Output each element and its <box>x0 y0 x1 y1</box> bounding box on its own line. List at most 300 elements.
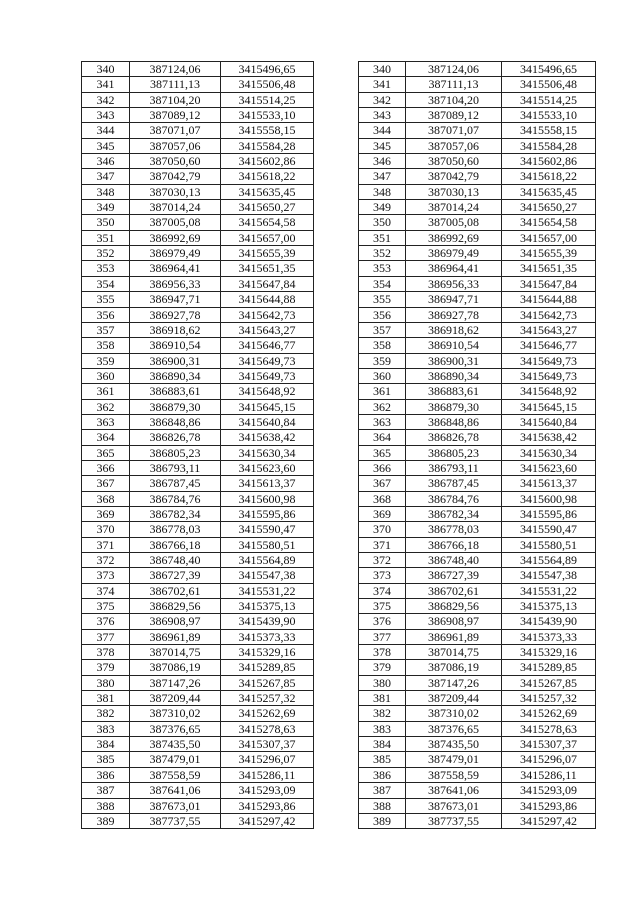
x-coordinate-cell: 387641,06 <box>130 783 221 798</box>
point-number-cell: 368 <box>359 491 406 506</box>
y-coordinate-cell: 3415496,65 <box>221 62 314 77</box>
table-row <box>82 783 314 798</box>
y-coordinate-cell: 3415642,73 <box>221 307 314 322</box>
table-row <box>359 798 596 813</box>
y-coordinate-cell: 3415595,86 <box>221 506 314 521</box>
point-number-cell: 352 <box>359 246 406 261</box>
x-coordinate-cell: 387089,12 <box>406 108 502 123</box>
table-row <box>359 737 596 752</box>
y-coordinate-cell: 3415644,88 <box>221 292 314 307</box>
y-coordinate-cell: 3415289,85 <box>502 660 596 675</box>
point-number-cell: 382 <box>359 706 406 721</box>
table-row <box>82 460 314 475</box>
table-row <box>359 307 596 322</box>
y-coordinate-cell: 3415630,34 <box>221 445 314 460</box>
table-row <box>82 138 314 153</box>
x-coordinate-cell: 386879,30 <box>406 399 502 414</box>
y-coordinate-cell: 3415296,07 <box>221 752 314 767</box>
point-number-cell: 365 <box>359 445 406 460</box>
x-coordinate-cell: 387086,19 <box>130 660 221 675</box>
y-coordinate-cell: 3415643,27 <box>502 322 596 337</box>
table-row <box>359 614 596 629</box>
table-row <box>359 706 596 721</box>
point-number-cell: 345 <box>359 138 406 153</box>
x-coordinate-cell: 386784,76 <box>130 491 221 506</box>
point-number-cell: 364 <box>82 430 130 445</box>
table-row <box>359 752 596 767</box>
coordinates-table-left-body <box>82 62 314 829</box>
table-row <box>82 645 314 660</box>
y-coordinate-cell: 3415635,45 <box>221 184 314 199</box>
y-coordinate-cell: 3415262,69 <box>221 706 314 721</box>
x-coordinate-cell: 387310,02 <box>406 706 502 721</box>
table-row <box>82 660 314 675</box>
point-number-cell: 347 <box>82 169 130 184</box>
point-number-cell: 373 <box>359 568 406 583</box>
x-coordinate-cell: 387124,06 <box>130 62 221 77</box>
point-number-cell: 388 <box>82 798 130 813</box>
table-row <box>82 292 314 307</box>
table-row <box>82 246 314 261</box>
x-coordinate-cell: 386826,78 <box>130 430 221 445</box>
point-number-cell: 377 <box>359 629 406 644</box>
x-coordinate-cell: 386900,31 <box>130 353 221 368</box>
y-coordinate-cell: 3415297,42 <box>221 813 314 828</box>
table-row <box>82 92 314 107</box>
table-row <box>359 460 596 475</box>
point-number-cell: 346 <box>359 154 406 169</box>
y-coordinate-cell: 3415257,32 <box>221 691 314 706</box>
point-number-cell: 340 <box>82 62 130 77</box>
table-row <box>82 798 314 813</box>
point-number-cell: 361 <box>82 384 130 399</box>
x-coordinate-cell: 387050,60 <box>406 154 502 169</box>
table-row <box>359 783 596 798</box>
x-coordinate-cell: 386927,78 <box>130 307 221 322</box>
point-number-cell: 363 <box>82 414 130 429</box>
point-number-cell: 380 <box>359 675 406 690</box>
x-coordinate-cell: 387147,26 <box>406 675 502 690</box>
point-number-cell: 389 <box>82 813 130 828</box>
y-coordinate-cell: 3415590,47 <box>502 522 596 537</box>
table-row <box>359 261 596 276</box>
point-number-cell: 382 <box>82 706 130 721</box>
x-coordinate-cell: 387376,65 <box>406 721 502 736</box>
point-number-cell: 354 <box>82 276 130 291</box>
table-row <box>82 399 314 414</box>
table-row <box>82 384 314 399</box>
table-row <box>82 338 314 353</box>
point-number-cell: 383 <box>359 721 406 736</box>
table-row <box>359 491 596 506</box>
y-coordinate-cell: 3415657,00 <box>502 230 596 245</box>
y-coordinate-cell: 3415638,42 <box>502 430 596 445</box>
table-row <box>359 200 596 215</box>
point-number-cell: 361 <box>359 384 406 399</box>
table-row <box>82 476 314 491</box>
table-row <box>359 292 596 307</box>
point-number-cell: 372 <box>359 553 406 568</box>
y-coordinate-cell: 3415514,25 <box>221 92 314 107</box>
y-coordinate-cell: 3415630,34 <box>502 445 596 460</box>
x-coordinate-cell: 386910,54 <box>130 338 221 353</box>
y-coordinate-cell: 3415613,37 <box>221 476 314 491</box>
point-number-cell: 353 <box>82 261 130 276</box>
x-coordinate-cell: 386883,61 <box>130 384 221 399</box>
point-number-cell: 375 <box>82 599 130 614</box>
y-coordinate-cell: 3415650,27 <box>221 200 314 215</box>
point-number-cell: 374 <box>359 583 406 598</box>
x-coordinate-cell: 386910,54 <box>406 338 502 353</box>
table-row <box>82 353 314 368</box>
table-row <box>82 62 314 77</box>
table-row <box>82 721 314 736</box>
x-coordinate-cell: 386964,41 <box>406 261 502 276</box>
table-row <box>359 553 596 568</box>
x-coordinate-cell: 386908,97 <box>406 614 502 629</box>
point-number-cell: 357 <box>359 322 406 337</box>
x-coordinate-cell: 387014,24 <box>406 200 502 215</box>
table-row <box>82 414 314 429</box>
y-coordinate-cell: 3415257,32 <box>502 691 596 706</box>
x-coordinate-cell: 386787,45 <box>130 476 221 491</box>
point-number-cell: 381 <box>359 691 406 706</box>
x-coordinate-cell: 386793,11 <box>130 460 221 475</box>
x-coordinate-cell: 387558,59 <box>130 767 221 782</box>
point-number-cell: 351 <box>82 230 130 245</box>
coordinates-table-left <box>81 61 314 829</box>
table-row <box>359 184 596 199</box>
table-row <box>359 414 596 429</box>
y-coordinate-cell: 3415642,73 <box>502 307 596 322</box>
point-number-cell: 370 <box>359 522 406 537</box>
point-number-cell: 371 <box>359 537 406 552</box>
y-coordinate-cell: 3415547,38 <box>221 568 314 583</box>
table-row <box>82 568 314 583</box>
x-coordinate-cell: 386927,78 <box>406 307 502 322</box>
x-coordinate-cell: 387673,01 <box>406 798 502 813</box>
x-coordinate-cell: 387042,79 <box>406 169 502 184</box>
table-row <box>82 767 314 782</box>
y-coordinate-cell: 3415373,33 <box>502 629 596 644</box>
y-coordinate-cell: 3415533,10 <box>221 108 314 123</box>
coordinates-table-right-body <box>359 62 596 829</box>
x-coordinate-cell: 387030,13 <box>406 184 502 199</box>
y-coordinate-cell: 3415439,90 <box>502 614 596 629</box>
table-row <box>359 62 596 77</box>
point-number-cell: 386 <box>359 767 406 782</box>
table-row <box>82 614 314 629</box>
table-row <box>359 322 596 337</box>
table-row <box>359 154 596 169</box>
table-row <box>359 399 596 414</box>
y-coordinate-cell: 3415649,73 <box>221 368 314 383</box>
x-coordinate-cell: 386979,49 <box>130 246 221 261</box>
point-number-cell: 378 <box>82 645 130 660</box>
y-coordinate-cell: 3415547,38 <box>502 568 596 583</box>
point-number-cell: 381 <box>82 691 130 706</box>
x-coordinate-cell: 386778,03 <box>406 522 502 537</box>
point-number-cell: 377 <box>82 629 130 644</box>
point-number-cell: 367 <box>359 476 406 491</box>
x-coordinate-cell: 386784,76 <box>406 491 502 506</box>
point-number-cell: 384 <box>359 737 406 752</box>
y-coordinate-cell: 3415375,13 <box>502 599 596 614</box>
table-row <box>359 691 596 706</box>
point-number-cell: 359 <box>359 353 406 368</box>
point-number-cell: 358 <box>82 338 130 353</box>
point-number-cell: 358 <box>359 338 406 353</box>
y-coordinate-cell: 3415645,15 <box>221 399 314 414</box>
table-row <box>359 108 596 123</box>
point-number-cell: 387 <box>82 783 130 798</box>
y-coordinate-cell: 3415644,88 <box>502 292 596 307</box>
x-coordinate-cell: 386766,18 <box>406 537 502 552</box>
x-coordinate-cell: 386793,11 <box>406 460 502 475</box>
table-row <box>82 261 314 276</box>
y-coordinate-cell: 3415650,27 <box>502 200 596 215</box>
y-coordinate-cell: 3415496,65 <box>502 62 596 77</box>
x-coordinate-cell: 387641,06 <box>406 783 502 798</box>
y-coordinate-cell: 3415646,77 <box>502 338 596 353</box>
point-number-cell: 346 <box>82 154 130 169</box>
x-coordinate-cell: 386947,71 <box>406 292 502 307</box>
y-coordinate-cell: 3415635,45 <box>502 184 596 199</box>
point-number-cell: 369 <box>359 506 406 521</box>
point-number-cell: 343 <box>359 108 406 123</box>
y-coordinate-cell: 3415649,73 <box>502 368 596 383</box>
x-coordinate-cell: 386829,56 <box>406 599 502 614</box>
y-coordinate-cell: 3415262,69 <box>502 706 596 721</box>
x-coordinate-cell: 387042,79 <box>130 169 221 184</box>
table-row <box>359 522 596 537</box>
y-coordinate-cell: 3415286,11 <box>502 767 596 782</box>
point-number-cell: 363 <box>359 414 406 429</box>
y-coordinate-cell: 3415506,48 <box>221 77 314 92</box>
table-row <box>82 215 314 230</box>
x-coordinate-cell: 387005,08 <box>130 215 221 230</box>
table-row <box>82 77 314 92</box>
point-number-cell: 350 <box>82 215 130 230</box>
table-row <box>359 138 596 153</box>
table-row <box>359 430 596 445</box>
y-coordinate-cell: 3415329,16 <box>221 645 314 660</box>
point-number-cell: 351 <box>359 230 406 245</box>
y-coordinate-cell: 3415590,47 <box>221 522 314 537</box>
x-coordinate-cell: 386961,89 <box>130 629 221 644</box>
y-coordinate-cell: 3415648,92 <box>221 384 314 399</box>
point-number-cell: 342 <box>82 92 130 107</box>
x-coordinate-cell: 387057,06 <box>406 138 502 153</box>
table-row <box>82 752 314 767</box>
y-coordinate-cell: 3415600,98 <box>502 491 596 506</box>
point-number-cell: 371 <box>82 537 130 552</box>
table-row <box>359 445 596 460</box>
y-coordinate-cell: 3415289,85 <box>221 660 314 675</box>
table-row <box>82 737 314 752</box>
table-row <box>82 583 314 598</box>
table-row <box>359 353 596 368</box>
x-coordinate-cell: 387089,12 <box>130 108 221 123</box>
point-number-cell: 385 <box>82 752 130 767</box>
x-coordinate-cell: 387014,24 <box>130 200 221 215</box>
table-row <box>359 767 596 782</box>
y-coordinate-cell: 3415514,25 <box>502 92 596 107</box>
y-coordinate-cell: 3415293,86 <box>502 798 596 813</box>
x-coordinate-cell: 387435,50 <box>406 737 502 752</box>
x-coordinate-cell: 386748,40 <box>406 553 502 568</box>
y-coordinate-cell: 3415564,89 <box>502 553 596 568</box>
y-coordinate-cell: 3415602,86 <box>221 154 314 169</box>
x-coordinate-cell: 387209,44 <box>130 691 221 706</box>
x-coordinate-cell: 387147,26 <box>130 675 221 690</box>
point-number-cell: 355 <box>359 292 406 307</box>
point-number-cell: 352 <box>82 246 130 261</box>
x-coordinate-cell: 386778,03 <box>130 522 221 537</box>
table-row <box>359 368 596 383</box>
x-coordinate-cell: 387071,07 <box>130 123 221 138</box>
table-row <box>359 215 596 230</box>
x-coordinate-cell: 387479,01 <box>406 752 502 767</box>
x-coordinate-cell: 386727,39 <box>130 568 221 583</box>
table-row <box>359 476 596 491</box>
y-coordinate-cell: 3415375,13 <box>221 599 314 614</box>
table-row <box>359 246 596 261</box>
x-coordinate-cell: 386805,23 <box>130 445 221 460</box>
y-coordinate-cell: 3415647,84 <box>502 276 596 291</box>
x-coordinate-cell: 386748,40 <box>130 553 221 568</box>
y-coordinate-cell: 3415278,63 <box>502 721 596 736</box>
point-number-cell: 379 <box>82 660 130 675</box>
x-coordinate-cell: 387057,06 <box>130 138 221 153</box>
table-row <box>82 445 314 460</box>
table-row <box>82 506 314 521</box>
y-coordinate-cell: 3415595,86 <box>502 506 596 521</box>
point-number-cell: 359 <box>82 353 130 368</box>
x-coordinate-cell: 386947,71 <box>130 292 221 307</box>
x-coordinate-cell: 386979,49 <box>406 246 502 261</box>
y-coordinate-cell: 3415558,15 <box>221 123 314 138</box>
x-coordinate-cell: 387124,06 <box>406 62 502 77</box>
y-coordinate-cell: 3415439,90 <box>221 614 314 629</box>
table-row <box>82 368 314 383</box>
table-row <box>82 675 314 690</box>
y-coordinate-cell: 3415267,85 <box>502 675 596 690</box>
y-coordinate-cell: 3415655,39 <box>502 246 596 261</box>
point-number-cell: 341 <box>82 77 130 92</box>
table-row <box>82 691 314 706</box>
x-coordinate-cell: 386826,78 <box>406 430 502 445</box>
y-coordinate-cell: 3415286,11 <box>221 767 314 782</box>
point-number-cell: 387 <box>359 783 406 798</box>
x-coordinate-cell: 386961,89 <box>406 629 502 644</box>
y-coordinate-cell: 3415602,86 <box>502 154 596 169</box>
table-row <box>82 599 314 614</box>
table-row <box>359 77 596 92</box>
table-row <box>359 537 596 552</box>
table-row <box>359 599 596 614</box>
x-coordinate-cell: 386956,33 <box>406 276 502 291</box>
y-coordinate-cell: 3415580,51 <box>502 537 596 552</box>
point-number-cell: 356 <box>82 307 130 322</box>
x-coordinate-cell: 386890,34 <box>406 368 502 383</box>
y-coordinate-cell: 3415651,35 <box>221 261 314 276</box>
point-number-cell: 345 <box>82 138 130 153</box>
x-coordinate-cell: 387030,13 <box>130 184 221 199</box>
table-row <box>359 384 596 399</box>
y-coordinate-cell: 3415618,22 <box>502 169 596 184</box>
x-coordinate-cell: 386727,39 <box>406 568 502 583</box>
y-coordinate-cell: 3415267,85 <box>221 675 314 690</box>
point-number-cell: 360 <box>359 368 406 383</box>
point-number-cell: 369 <box>82 506 130 521</box>
coordinates-table-right <box>358 61 596 829</box>
y-coordinate-cell: 3415564,89 <box>221 553 314 568</box>
y-coordinate-cell: 3415329,16 <box>502 645 596 660</box>
x-coordinate-cell: 386782,34 <box>130 506 221 521</box>
y-coordinate-cell: 3415293,09 <box>221 783 314 798</box>
y-coordinate-cell: 3415600,98 <box>221 491 314 506</box>
table-row <box>359 629 596 644</box>
y-coordinate-cell: 3415654,58 <box>502 215 596 230</box>
x-coordinate-cell: 387050,60 <box>130 154 221 169</box>
y-coordinate-cell: 3415307,37 <box>221 737 314 752</box>
y-coordinate-cell: 3415640,84 <box>502 414 596 429</box>
point-number-cell: 380 <box>82 675 130 690</box>
point-number-cell: 384 <box>82 737 130 752</box>
table-row <box>82 276 314 291</box>
point-number-cell: 376 <box>82 614 130 629</box>
x-coordinate-cell: 386918,62 <box>130 322 221 337</box>
table-row <box>359 506 596 521</box>
point-number-cell: 379 <box>359 660 406 675</box>
point-number-cell: 372 <box>82 553 130 568</box>
table-row <box>359 276 596 291</box>
point-number-cell: 365 <box>82 445 130 460</box>
y-coordinate-cell: 3415649,73 <box>221 353 314 368</box>
point-number-cell: 344 <box>359 123 406 138</box>
point-number-cell: 368 <box>82 491 130 506</box>
x-coordinate-cell: 386883,61 <box>406 384 502 399</box>
point-number-cell: 389 <box>359 813 406 828</box>
x-coordinate-cell: 386900,31 <box>406 353 502 368</box>
x-coordinate-cell: 387005,08 <box>406 215 502 230</box>
y-coordinate-cell: 3415647,84 <box>221 276 314 291</box>
x-coordinate-cell: 386848,86 <box>130 414 221 429</box>
point-number-cell: 360 <box>82 368 130 383</box>
table-row <box>82 629 314 644</box>
point-number-cell: 340 <box>359 62 406 77</box>
y-coordinate-cell: 3415307,37 <box>502 737 596 752</box>
y-coordinate-cell: 3415613,37 <box>502 476 596 491</box>
y-coordinate-cell: 3415651,35 <box>502 261 596 276</box>
table-row <box>359 92 596 107</box>
x-coordinate-cell: 386956,33 <box>130 276 221 291</box>
table-row <box>82 491 314 506</box>
point-number-cell: 388 <box>359 798 406 813</box>
y-coordinate-cell: 3415640,84 <box>221 414 314 429</box>
y-coordinate-cell: 3415638,42 <box>221 430 314 445</box>
table-row <box>359 721 596 736</box>
y-coordinate-cell: 3415296,07 <box>502 752 596 767</box>
point-number-cell: 354 <box>359 276 406 291</box>
point-number-cell: 366 <box>359 460 406 475</box>
point-number-cell: 348 <box>82 184 130 199</box>
point-number-cell: 341 <box>359 77 406 92</box>
x-coordinate-cell: 387111,13 <box>130 77 221 92</box>
table-row <box>359 169 596 184</box>
table-row <box>82 108 314 123</box>
